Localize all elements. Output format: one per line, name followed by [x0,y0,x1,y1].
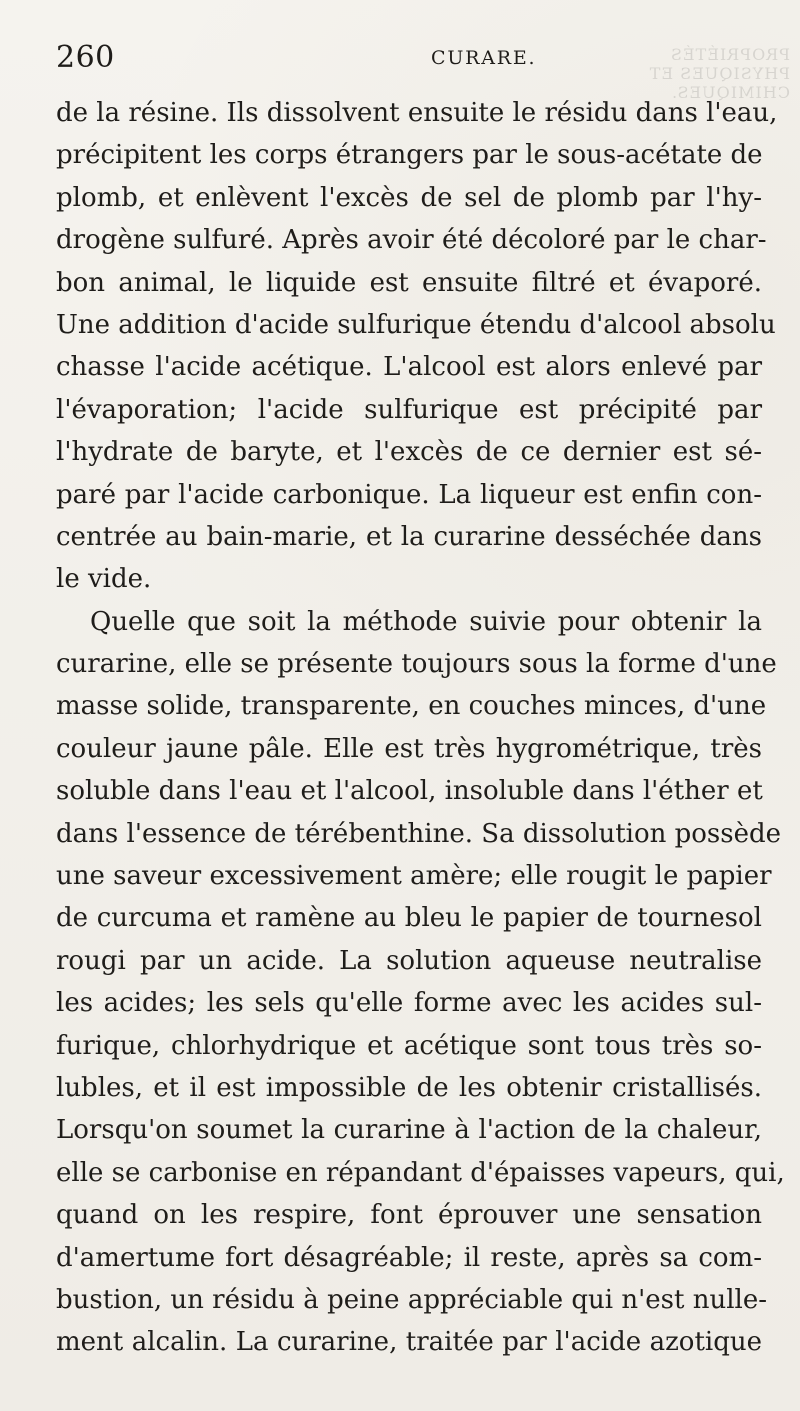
text-line: couleur jaune pâle. Elle est très hygrométrique, très [56,733,762,764]
text-line: soluble dans l'eau et l'alcool, insoluble dans l'éther et [56,776,763,807]
text-line: drogène sulfuré. Après avoir été décoloré par le char- [56,225,767,256]
text-line: précipitent les corps étrangers par le sous-acétate de [56,140,763,171]
text-line: le vide. [56,564,152,595]
text-line: Une addition d'acide sulfurique étendu d'alcool absolu [56,309,776,340]
text-line: centrée au bain-marie, et la curarine desséchée dans [56,521,762,552]
text-line: les acides; les sels qu'elle forme avec les acides sul- [56,988,762,1019]
text-line: d'amertume fort désagréable; il reste, après sa com- [56,1242,762,1273]
text-line: Lorsqu'on soumet la curarine à l'action de la chaleur, [56,1115,762,1146]
running-head: CURARE. [431,47,537,69]
body-text [56,92,785,1364]
text-line: de la résine. Ils dissolvent ensuite le résidu dans l'eau, [56,98,778,128]
text-line: Quelle que soit la méthode suivie pour obtenir la [90,606,762,637]
text-line: l'hydrate de baryte, et l'excès de ce dernier est sé- [56,437,762,468]
show-through-text: PROPRIÉTÉS PHYSIQUES ET CHIMIQUES. [648,45,790,102]
text-line: masse solide, transparente, en couches minces, d'une [56,691,767,722]
text-line: furique, chlorhydrique et acétique sont tous très so- [56,1030,762,1061]
text-line: dans l'essence de térébenthine. Sa dissolution possède [56,818,782,849]
text-line: curarine, elle se présente toujours sous la forme d'une [56,649,777,680]
text-line: plomb, et enlèvent l'excès de sel de plomb par l'hy- [56,182,762,213]
page-number: 260 [56,40,115,75]
text-line: chasse l'acide acétique. L'alcool est alors enlevé par [56,352,762,383]
text-line: l'évaporation; l'acide sulfurique est précipité par [56,394,762,425]
text-line: bon animal, le liquide est ensuite filtré et évaporé. [56,267,762,298]
text-line: rougi par un acide. La solution aqueuse neutralise [56,945,762,976]
text-line: ment alcalin. La curarine, traitée par l'acide azotique [56,1327,762,1358]
text-line: quand on les respire, font éprouver une sensation [56,1200,762,1231]
text-line: bustion, un résidu à peine appréciable qui n'est nulle- [56,1284,768,1315]
text-line: elle se carbonise en répandant d'épaisses vapeurs, qui, [56,1157,785,1188]
text-line: lubles, et il est impossible de les obtenir cristallisés. [56,1072,762,1103]
text-line: de curcuma et ramène au bleu le papier de tournesol [56,903,762,934]
text-line: paré par l'acide carbonique. La liqueur est enfin con- [56,479,762,510]
text-line: une saveur excessivement amère; elle rougit le papier [56,861,772,892]
